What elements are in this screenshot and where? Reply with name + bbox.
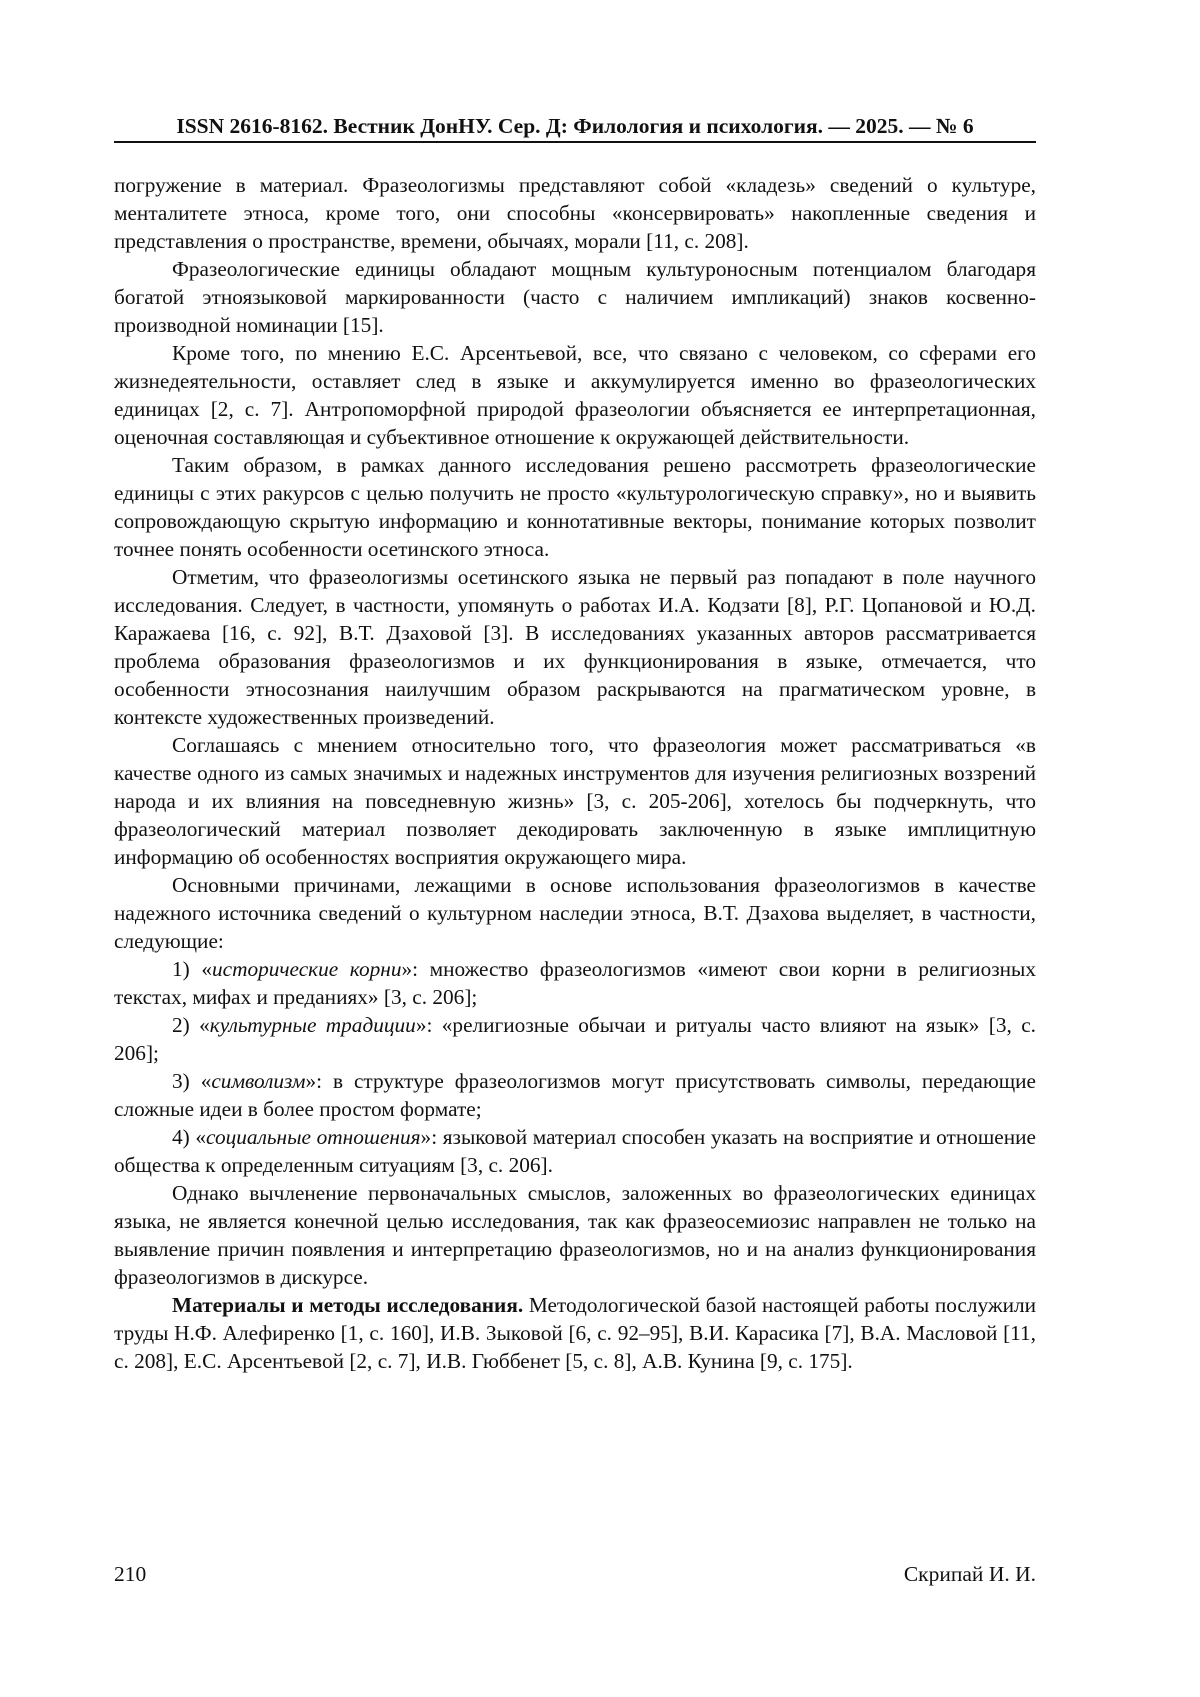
list-item-term: исторические корни: [211, 957, 402, 981]
list-item: [114, 1123, 1036, 1179]
quote-open: «: [195, 1125, 207, 1149]
list-item-term: социальные отношения: [206, 1125, 421, 1149]
quote-close: »: [305, 1069, 317, 1093]
list-item-term: символизм: [211, 1069, 306, 1093]
quote-close: »: [401, 957, 413, 981]
paragraph: Кроме того, по мнению Е.С. Арсентьевой, все, что связано с человеком, со сферами его жизнедеятельности, оставляет след в языке и аккумулируется именно во фразеологических единицах [2, с. 7]. Антропоморфной природой фразеологии объясняется ее интерпретационная, оценочная составляющая и субъективное отношение к окружающей действительности.: [114, 341, 1036, 449]
paragraph: Таким образом, в рамках данного исследования решено рассмотреть фразеологические единицы с этих ракурсов с целью получить не просто «культурологическую справку», но и выявить сопровождающую скрытую информацию и коннотативные векторы, понимание которых позволит точнее понять особенности осетинского этноса.: [114, 453, 1036, 561]
footer-author: Скрипай И. И.: [903, 1562, 1036, 1586]
quote-close: »: [415, 1013, 427, 1037]
paragraph: Однако вычленение первоначальных смыслов, заложенных во фразеологических единицах языка, не является конечной целью исследования, так как фразеосемиозис направлен не только на выявление причин появления и интерпретацию фразеологизмов, но и на анализ функционирования фразеологизмов в дискурсе.: [114, 1181, 1036, 1289]
list-item-number: 1): [172, 957, 202, 981]
list-item-text: : в структуре фразеологизмов могут присутствовать символы, передающие сложные идеи в более простом формате;: [114, 1069, 1036, 1121]
list-item: [114, 955, 1036, 1011]
quote-open: «: [200, 1069, 212, 1093]
list-item-text: : языковой материал способен указать на восприятие и отношение общества к определенным ситуациям [3, с. 206].: [114, 1125, 1036, 1177]
paragraph: [114, 1291, 1036, 1375]
list-item-text: : «религиозные обычаи и ритуалы часто влияют на язык» [3, с. 206];: [114, 1013, 1036, 1065]
list-item: [114, 1011, 1036, 1067]
quote-open: «: [199, 1013, 210, 1037]
paragraph: Соглашаясь с мнением относительно того, что фразеология может рассматриваться «в качестве одного из самых значимых и надежных инструментов для изучения религиозных воззрений народа и их влияния на повседневную жизнь» [3, с. 205-206], хотелось бы подчеркнуть, что фразеологический материал позволяет декодировать заключенную в языке имплицитную информацию об особенностях восприятия окружающего мира.: [114, 733, 1036, 869]
paragraph: погружение в материал. Фразеологизмы представляют собой «кладезь» сведений о культуре, менталитете этноса, кроме того, они способны «консервировать» накопленные сведения и представления о пространстве, времени, обычаях, морали [11, с. 208].: [114, 173, 1036, 253]
paragraph: Отметим, что фразеологизмы осетинского языка не первый раз попадают в поле научного исследования. Следует, в частности, упомянуть о работах И.А. Кодзати [8], Р.Г. Цопановой и Ю.Д. Каражаева [16, с. 92], В.Т. Дзаховой [3]. В исследованиях указанных авторов рассматривается проблема образования фразеологизмов и их функционирования в языке, отмечается, что особенности этносознания наилучшим образом раскрываются на прагматическом уровне, в контексте художественных произведений.: [114, 565, 1036, 729]
running-header: ISSN 2616-8162. Вестник ДонНУ. Сер. Д: Филология и психология. — 2025. — № 6: [114, 112, 1036, 143]
page-number: 210: [114, 1562, 147, 1586]
page-footer: [114, 1560, 1036, 1588]
list-item: [114, 1067, 1036, 1123]
paragraph-text: Методологической базой настоящей работы послужили труды Н.Ф. Алефиренко [1, с. 160], И.В. Зыковой [6, с. 92–95], В.И. Карасика [7], В.А. Масловой [11, с. 208], Е.С. Арсентьевой [2, с. 7], И.В. Гюббенет [5, с. 8], А.В. Кунина [9, с. 175].: [114, 1293, 1036, 1373]
list-item-number: 4): [172, 1125, 196, 1149]
list-item-term: культурные традиции: [209, 1013, 416, 1037]
article-body: [114, 171, 1036, 1375]
quote-open: «: [201, 957, 212, 981]
list-item-number: 3): [172, 1069, 201, 1093]
paragraph: Фразеологические единицы обладают мощным культуроносным потенциалом благодаря богатой этноязыковой маркированности (часто с наличием импликаций) знаков косвенно-производной номинации [15].: [114, 257, 1036, 337]
list-item-text: : множество фразеологизмов «имеют свои корни в религиозных текстах, мифах и преданиях» [3, с. 206];: [114, 957, 1036, 1009]
list-item-number: 2): [172, 1013, 200, 1037]
quote-close: »: [420, 1125, 432, 1149]
paragraph: Основными причинами, лежащими в основе использования фразеологизмов в качестве надежного источника сведений о культурном наследии этноса, В.Т. Дзахова выделяет, в частности, следующие:: [114, 873, 1036, 953]
section-heading: Материалы и методы исследования.: [172, 1293, 524, 1317]
